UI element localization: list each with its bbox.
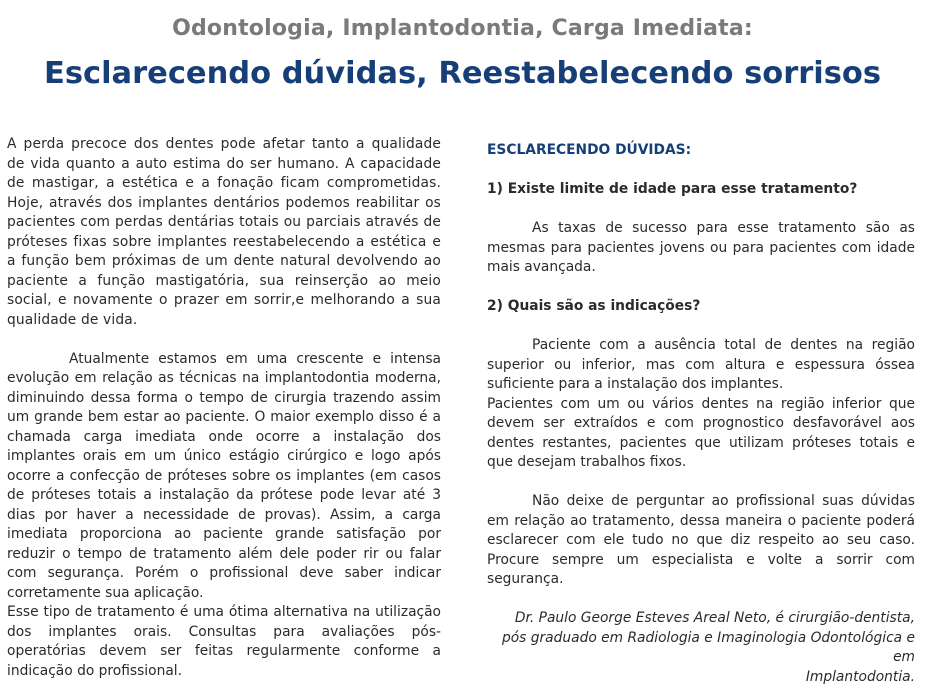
faq-question-1: 1) Existe limite de idade para esse tratamento?	[487, 180, 915, 200]
signature-line: Dr. Paulo George Esteves Areal Neto, é cirurgião-dentista,	[487, 609, 915, 629]
left-column	[7, 135, 441, 681]
evolution-paragraph: Atualmente estamos em uma crescente e intensa evolução em relação as técnicas na implantodontia moderna, diminuindo dessa forma o tempo de cirurgia trazendo assim um grande bem estar ao paciente. O maior exemplo disso é a chamada carga imediata onde ocorre a instalação dos implantes orais em um único estágio cirúrgico e logo após ocorre a confecção de próteses sobre os implantes (em casos de próteses totais a instalação da prótese pode levar até 3 dias por haver a necessidade de provas). Assim, a carga imediata proporciona ao paciente grande satisfação por reduzir o tempo de tratamento além dele poder rir ou falar com segurança. Porém o profissional deve saber indicar corretamente sua aplicação.	[7, 350, 441, 604]
faq-question-2: 2) Quais são as indicações?	[487, 297, 915, 317]
intro-paragraph: A perda precoce dos dentes pode afetar tanto a qualidade de vida quanto a auto estima do ser humano. A capacidade de mastigar, a estética e a fonação ficam comprometidas. Hoje, através dos implantes dentários podemos reabilitar os pacientes com perdas dentárias totais ou parciais através de próteses fixas sobre implantes reestabelecendo a estética e a função bem próximas de um dente natural devolvendo ao paciente a função mastigatória, sua reinserção ao meio social, e novamente o prazer em sorrir,e melhorando a sua qualidade de vida.	[7, 135, 441, 330]
faq-answer-2a: Paciente com a ausência total de dentes na região superior ou inferior, mas com altura e espessura óssea suficiente para a instalação dos implantes.	[487, 336, 915, 395]
closing-paragraph: Não deixe de perguntar ao profissional suas dúvidas em relação ao tratamento, dessa maneira o paciente poderá esclarecer com ele tudo no que diz respeito ao seu caso. Procure sempre um especialista e volte a sorrir com segurança.	[487, 492, 915, 590]
article-headline: Esclarecendo dúvidas, Reestabelecendo sorrisos	[0, 50, 925, 98]
faq-answer-2b: Pacientes com um ou vários dentes na região inferior que devem ser extraídos e com prognostico desfavorável aos dentes restantes, pacientes que utilizam próteses totais e que desejam trabalhos fixos.	[487, 395, 915, 473]
author-signature	[487, 609, 915, 687]
article-kicker: Odontologia, Implantodontia, Carga Imediata:	[0, 10, 925, 48]
article-header	[0, 10, 925, 98]
right-column	[487, 135, 915, 687]
alternative-paragraph: Esse tipo de tratamento é uma ótima alternativa na utilização dos implantes orais. Consultas para avaliações pós-operatórias devem ser feitas regularmente conforme a indicação do profissional.	[7, 603, 441, 681]
signature-line: pós graduado em Radiologia e Imaginologia Odontológica e em	[487, 629, 915, 668]
faq-section-title: ESCLARECENDO DÚVIDAS:	[487, 141, 915, 161]
signature-line: Implantodontia.	[487, 668, 915, 687]
faq-answer-1: As taxas de sucesso para esse tratamento são as mesmas para pacientes jovens ou para pacientes com idade mais avançada.	[487, 219, 915, 278]
